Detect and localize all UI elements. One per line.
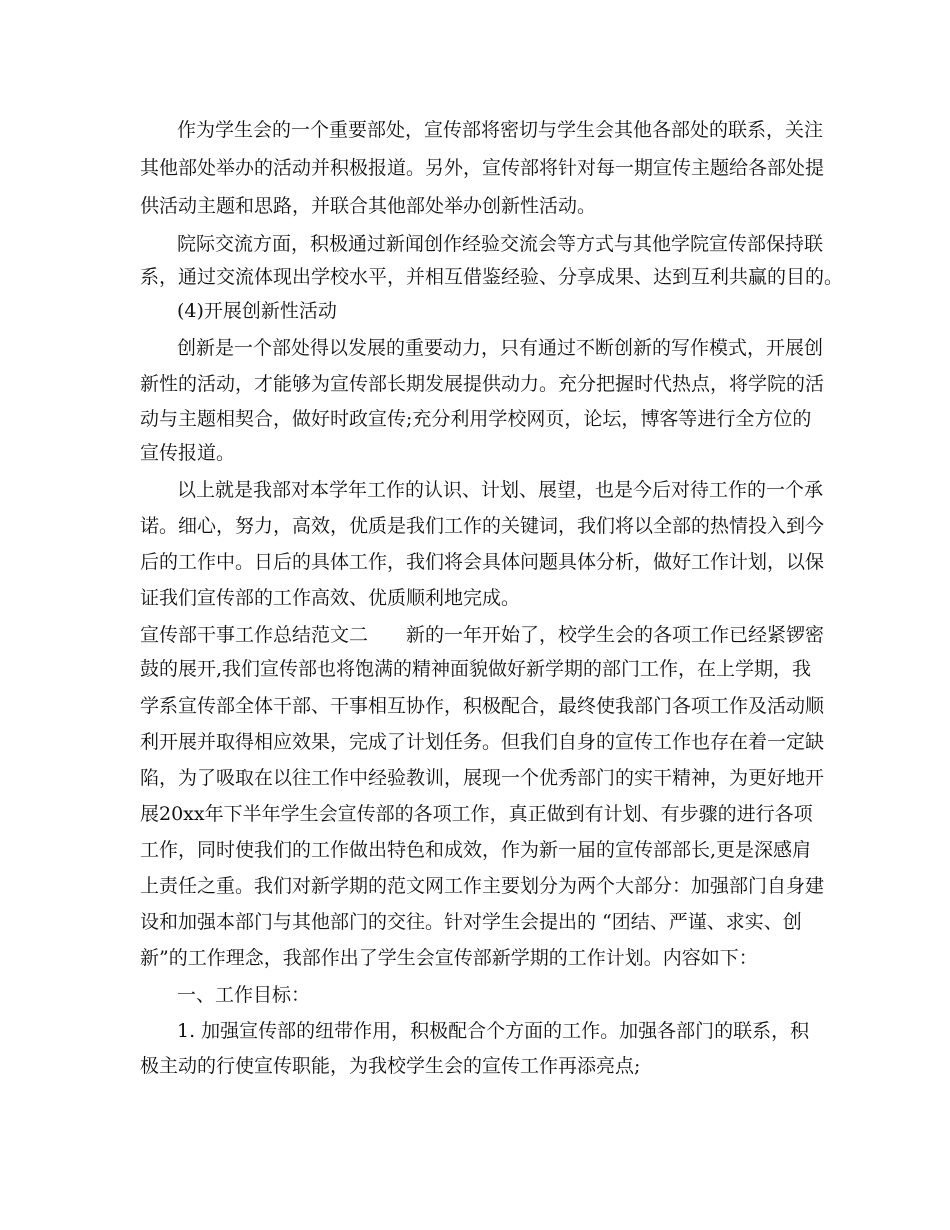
section-heading: (4)开展创新性活动 <box>177 300 337 322</box>
paragraph-line: 创新是一个部处得以发展的重要动力，只有通过不断创新的写作模式，开展创 <box>177 337 824 359</box>
paragraph-line: 新”的工作理念，我部作出了学生会宣传部新学期的工作计划。内容如下： <box>140 947 758 969</box>
paragraph-line: 展20xx年下半年学生会宣传部的各项工作，真正做到有计划、有步骤的进行各项 <box>140 803 813 825</box>
paragraph-line: 诺。细心，努力，高效，优质是我们工作的关键词，我们将以全部的热情投入到今 <box>140 515 825 537</box>
paragraph-line: 新性的活动，才能够为宣传部长期发展提供动力。充分把握时代热点，将学院的活 <box>140 373 825 395</box>
paragraph-line: 院际交流方面，积极通过新闻创作经验交流会等方式与其他学院宣传部保持联 <box>177 233 824 255</box>
paragraph-line: 动与主题相契合，做好时政宣传;充分利用学校网页，论坛，博客等进行全方位的 <box>140 408 812 430</box>
paragraph-line: 宣传部干事工作总结范文二 新的一年开始了，校学生会的各项工作已经紧锣密 <box>140 624 825 646</box>
paragraph-line: 其他部处举办的活动并积极报道。另外，宣传部将针对每一期宣传主题给各部处提 <box>140 157 825 179</box>
paragraph-line: 陷，为了吸取在以往工作中经验教训，展现一个优秀部门的实干精神，为更好地开 <box>140 767 825 789</box>
section-heading: 一、工作目标： <box>177 984 311 1006</box>
paragraph-line: 证我们宣传部的工作高效、优质顺利地完成。 <box>140 587 521 609</box>
paragraph-line: 以上就是我部对本学年工作的认识、计划、展望，也是今后对待工作的一个承 <box>177 479 824 501</box>
paragraph-line: 供活动主题和思路，并联合其他部处举办创新性活动。 <box>140 195 597 217</box>
paragraph-line: 工作，同时使我们的工作做出特色和成效，作为新一届的宣传部部长,更是深感肩 <box>140 839 812 861</box>
paragraph-line: 作为学生会的一个重要部处，宣传部将密切与学生会其他各部处的联系，关注 <box>177 119 824 141</box>
paragraph-line: 设和加强本部门与其他部门的交往。针对学生会提出的 “团结、严谨、求实、创 <box>140 911 802 933</box>
paragraph-line: 学系宣传部全体干部、干事相互协作，积极配合，最终使我部门各项工作及活动顺 <box>140 695 825 717</box>
paragraph-line: 利开展并取得相应效果，完成了计划任务。但我们自身的宣传工作也存在着一定缺 <box>140 731 825 753</box>
paragraph-line: 后的工作中。日后的具体工作，我们将会具体问题具体分析，做好工作计划，以保 <box>140 551 825 573</box>
paragraph-line: 系，通过交流体现出学校水平，并相互借鉴经验、分享成果、达到互利共赢的目的。 <box>140 266 844 288</box>
list-item: 1. 加强宣传部的纽带作用，积极配合个方面的工作。加强各部门的联系，积 <box>177 1020 810 1042</box>
paragraph-line: 宣传报道。 <box>140 442 236 464</box>
paragraph-line: 极主动的行使宣传职能，为我校学生会的宣传工作再添亮点; <box>140 1055 641 1077</box>
paragraph-line: 鼓的展开,我们宣传部也将饱满的精神面貌做好新学期的部门工作，在上学期，我 <box>140 658 812 680</box>
paragraph-line: 上责任之重。我们对新学期的范文网工作主要划分为两个大部分：加强部门自身建 <box>140 875 825 897</box>
